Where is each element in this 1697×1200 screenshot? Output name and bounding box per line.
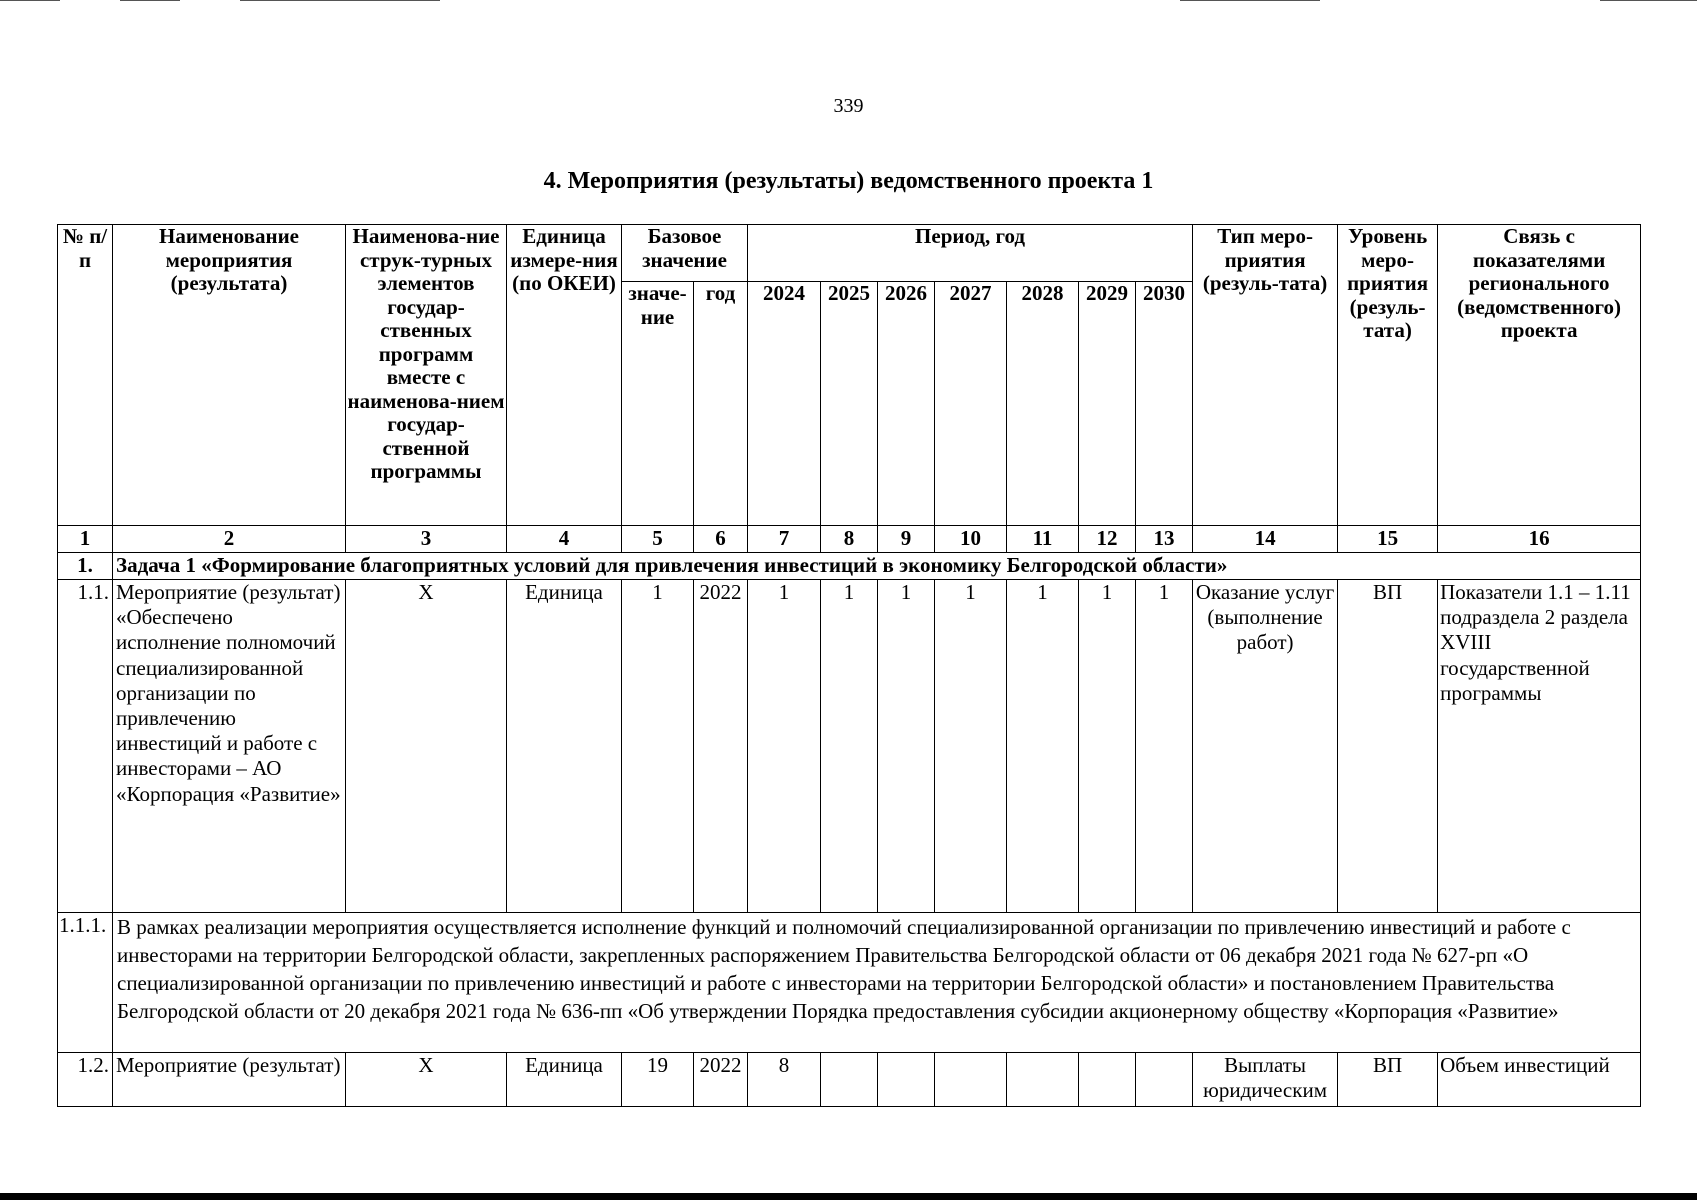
value-2024: 1 (748, 580, 821, 913)
page-number: 339 (833, 95, 864, 117)
header-activity-type: Тип меро-приятия (резуль-тата) (1193, 225, 1338, 526)
base-value: 1 (622, 580, 694, 913)
value-2027 (935, 1053, 1007, 1107)
unit: Единица (507, 580, 622, 913)
column-number: 1 (58, 526, 113, 553)
header-year-2025: 2025 (821, 282, 878, 526)
column-number: 15 (1338, 526, 1438, 553)
row-number: 1.1.1. (58, 913, 113, 1053)
base-year: 2022 (694, 580, 748, 913)
header-activity-level: Уровень меро-приятия (резуль-тата) (1338, 225, 1438, 526)
value-2024: 8 (748, 1053, 821, 1107)
header-year-2028: 2028 (1007, 282, 1079, 526)
value-2028: 1 (1007, 580, 1079, 913)
value-2029 (1079, 1053, 1136, 1107)
value-2030 (1136, 1053, 1193, 1107)
structural-element: Х (346, 580, 507, 913)
task-title: Задача 1 «Формирование благоприятных условий для привлечения инвестиций в экономику Белгородской области» (113, 553, 1641, 580)
header-structural-elements: Наименова-ние струк-турных элементов государ-ственных программ вместе с наименова-нием государ-ственной программы (346, 225, 507, 526)
value-2030: 1 (1136, 580, 1193, 913)
indicator-link: Показатели 1.1 – 1.11 подраздела 2 раздела XVIII государственной программы (1438, 580, 1641, 913)
activity-level: ВП (1338, 580, 1438, 913)
column-number: 3 (346, 526, 507, 553)
header-year-2024: 2024 (748, 282, 821, 526)
column-number: 12 (1079, 526, 1136, 553)
value-2027: 1 (935, 580, 1007, 913)
column-number: 6 (694, 526, 748, 553)
activity-description: В рамках реализации мероприятия осуществляется исполнение функций и полномочий специализированной организации по привлечению инвестиций и работе с инвесторами на территории Белгородской области, закрепленных распоряжением Правительства Белгородской области от 06 декабря 2021 года № 627-рп «О специализированной организации по привлечению инвестиций и работе с инвесторами на территории Белгородской области» и постановлением Правительства Белгородской области от 20 декабря 2021 года № 636-пп «Об утверждении Порядка предоставления субсидии акционерному обществу «Корпорация «Развитие» (113, 913, 1641, 1053)
value-2025 (821, 1053, 878, 1107)
column-numbers-row (58, 526, 1641, 553)
indicator-link: Объем инвестиций (1438, 1053, 1641, 1107)
header-year-2029: 2029 (1079, 282, 1136, 526)
row-number: 1.1. (58, 580, 113, 913)
activity-type: Выплаты юридическим (1193, 1053, 1338, 1107)
header-activity-name: Наименование мероприятия (результата) (113, 225, 346, 526)
header-base-value-value: значе-ние (622, 282, 694, 526)
column-number: 14 (1193, 526, 1338, 553)
header-link-indicators: Связь с показателями регионального (ведомственного) проекта (1438, 225, 1641, 526)
column-number: 5 (622, 526, 694, 553)
structural-element: Х (346, 1053, 507, 1107)
activity-name: Мероприятие (результат) (113, 1053, 346, 1107)
scan-top-edge (0, 0, 1697, 2)
activity-type: Оказание услуг (выполнение работ) (1193, 580, 1338, 913)
row-number: 1.2. (58, 1053, 113, 1107)
page-title: 4. Мероприятия (результаты) ведомственного проекта 1 (543, 168, 1154, 194)
value-2025: 1 (821, 580, 878, 913)
header-unit: Единица измере-ния (по ОКЕИ) (507, 225, 622, 526)
column-number: 11 (1007, 526, 1079, 553)
column-number: 10 (935, 526, 1007, 553)
value-2029: 1 (1079, 580, 1136, 913)
column-number: 8 (821, 526, 878, 553)
column-number: 16 (1438, 526, 1641, 553)
activity-name: Мероприятие (результат) «Обеспечено исполнение полномочий специализированной организации по привлечению инвестиций и работе с инвесторами – АО «Корпорация «Развитие» (113, 580, 346, 913)
header-period: Период, год (748, 225, 1193, 282)
task-row (58, 553, 1641, 580)
value-2026 (878, 1053, 935, 1107)
activity-row-1-1 (58, 580, 1641, 913)
activity-description-row (58, 913, 1641, 1053)
activities-table (57, 224, 1641, 1107)
column-number: 7 (748, 526, 821, 553)
header-year-2027: 2027 (935, 282, 1007, 526)
base-year: 2022 (694, 1053, 748, 1107)
activity-row-1-2 (58, 1053, 1641, 1107)
column-number: 2 (113, 526, 346, 553)
column-number: 4 (507, 526, 622, 553)
value-2026: 1 (878, 580, 935, 913)
header-year-2026: 2026 (878, 282, 935, 526)
scan-bottom-edge (0, 1193, 1697, 1200)
header-num: № п/п (58, 225, 113, 526)
unit: Единица (507, 1053, 622, 1107)
column-number: 13 (1136, 526, 1193, 553)
column-number: 9 (878, 526, 935, 553)
base-value: 19 (622, 1053, 694, 1107)
header-year-2030: 2030 (1136, 282, 1193, 526)
header-base-value-year: год (694, 282, 748, 526)
header-base-value: Базовое значение (622, 225, 748, 282)
task-number: 1. (58, 553, 113, 580)
value-2028 (1007, 1053, 1079, 1107)
header-row-top (58, 225, 1641, 282)
activity-level: ВП (1338, 1053, 1438, 1107)
